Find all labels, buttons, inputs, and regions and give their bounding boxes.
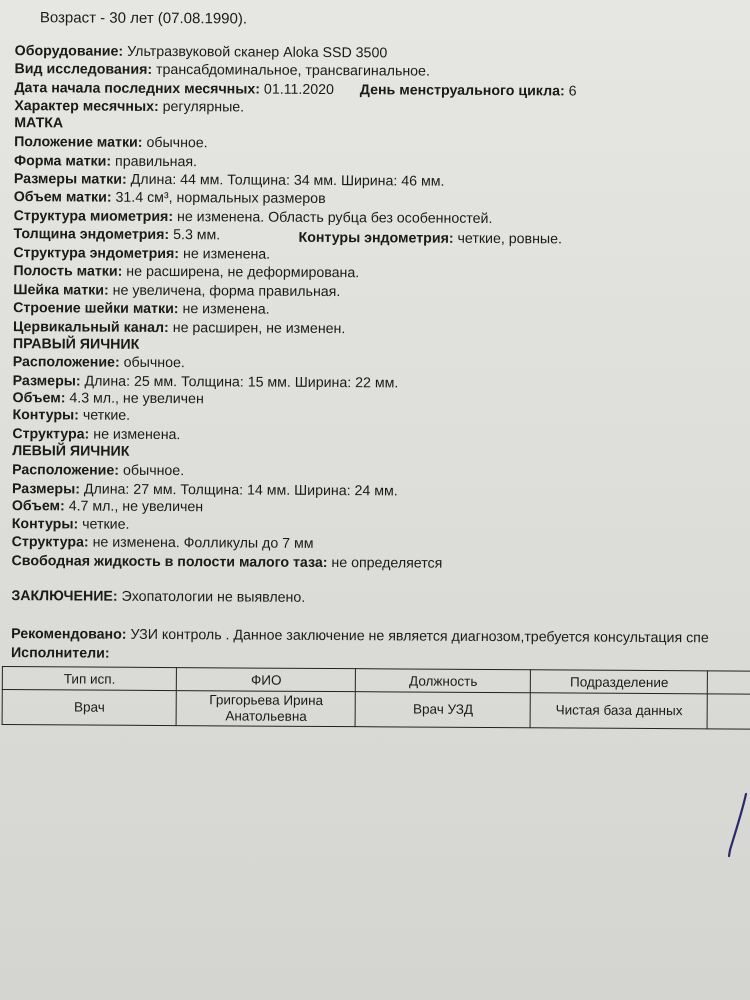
table-row [2,690,750,730]
cervix-structure-value: не изменена. [182,301,270,318]
recommendation-line [11,625,709,647]
endometrium-structure-label: Структура эндометрия: [13,245,180,263]
col-header-name: ФИО [177,668,356,692]
left-ovary-location-label: Расположение: [12,462,120,479]
equipment-line [15,42,388,62]
col-header-extra [708,671,750,694]
cell-extra [708,694,750,729]
exam-type-value: трансабдоминальное, трансвагинальное. [156,61,430,80]
uterus-shape-line [14,152,197,171]
executors-table [2,666,750,730]
right-ovary-location-label: Расположение: [12,354,120,371]
endometrium-thickness-line [14,225,221,244]
free-fluid-line [12,552,443,573]
uterus-heading: МАТКА [14,115,64,132]
conclusion-label: ЗАКЛЮЧЕНИЕ: [11,588,118,605]
uterus-shape-value: правильная. [115,153,198,171]
conclusion-line [11,587,305,607]
recommendation-label: Рекомендовано: [11,626,127,643]
endometrium-structure-value: не изменена. [182,246,271,263]
free-fluid-value: не определяется [331,555,443,572]
right-ovary-structure-value: не изменена. [93,426,181,444]
uterus-position-value: обычное. [146,134,208,152]
last-period-label: Дата начала последних месячных: [14,80,261,98]
endometrium-thickness-label: Толщина эндометрия: [13,226,170,244]
uterus-volume-line [14,188,326,208]
left-ovary-location-line [12,461,184,480]
left-ovary-contours-line [12,515,130,534]
right-ovary-size-label: Размеры: [12,373,81,390]
uterus-volume-label: Объем матки: [13,189,112,206]
myometrium-value: не изменена. Область рубца без особенностей. [176,209,493,228]
cervix-structure-line [13,299,270,319]
uterus-volume-value: 31.4 см³, нормальных размеров [115,189,326,207]
left-ovary-structure-line [12,533,314,553]
uterus-position-line [14,133,208,152]
cervix-structure-label: Строение шейки матки: [13,300,179,318]
right-ovary-heading: ПРАВЫЙ ЯИЧНИК [12,336,140,353]
endometrium-thickness-value: 5.3 мм. [173,227,221,244]
cervix-label: Шейка матки: [13,282,109,299]
cell-type: Врач [2,690,177,726]
cell-position: Врач УЗД [356,692,531,728]
cervix-value: не увеличена, форма правильная. [112,282,341,301]
patient-age: Возраст - 30 лет (07.08.1990). [39,9,248,28]
cell-name [177,691,356,727]
equipment-value: Ультразвуковой сканер Aloka SSD 3500 [127,43,388,62]
cell-name-line1: Григорьева Ирина [209,692,324,708]
right-ovary-contours-value: четкие. [82,407,131,424]
exam-type-line [15,60,430,81]
uterus-size-value: Длина: 44 мм. Толщина: 34 мм. Ширина: 46 мм. [130,171,445,190]
cell-name-line2: Анатольевна [225,708,307,724]
last-period-value: 01.11.2020 [263,81,334,99]
equipment-label: Оборудование: [14,43,124,60]
col-header-position: Должность [356,669,531,693]
left-ovary-volume-line [12,497,203,516]
left-ovary-size-label: Размеры: [11,481,80,498]
cell-department: Чистая база данных [530,693,707,729]
left-ovary-contours-value: четкие. [82,516,130,533]
pen-mark-icon [720,790,750,860]
right-ovary-location-value: обычное. [123,354,185,372]
right-ovary-contours-label: Контуры: [12,407,79,424]
col-header-type: Тип исп. [2,667,177,691]
cervical-canal-value: не расширен, не изменен. [172,320,346,338]
left-ovary-contours-label: Контуры: [11,516,79,533]
right-ovary-volume-value: 4.3 мл., не увеличен [69,390,204,408]
cavity-line [13,262,359,282]
myometrium-label: Структура миометрия: [13,208,174,226]
left-ovary-volume-label: Объем: [11,498,65,515]
endometrium-contours-value: четкие, ровные. [457,230,563,248]
cervical-canal-label: Цервикальный канал: [12,319,169,337]
exam-type-label: Вид исследования: [14,61,153,78]
left-ovary-heading: ЛЕВЫЙ ЯИЧНИК [12,443,130,460]
executors-label: Исполнители: [10,645,110,662]
conclusion-value: Эхопатологии не выявлено. [121,588,306,606]
left-ovary-volume-value: 4.7 мл., не увеличен [68,498,204,516]
cavity-value: не расширена, не деформирована. [126,263,360,282]
col-header-department: Подразделение [531,670,708,694]
right-ovary-contours-line [12,406,130,425]
cycle-day-label: День менструального цикла: [359,82,565,100]
endometrium-contours-line [298,229,562,249]
period-nature-label: Характер месячных: [14,98,159,115]
right-ovary-volume-label: Объем: [12,390,66,407]
right-ovary-size-value: Длина: 25 мм. Толщина: 15 мм. Ширина: 22 мм. [84,373,399,392]
cervix-line [13,281,340,301]
period-nature-value: регулярные. [162,98,245,116]
uterus-position-label: Положение матки: [14,134,143,151]
recommendation-value: УЗИ контроль . Данное заключение не является диагнозом,требуется консультация спе [130,626,709,647]
left-ovary-size-value: Длина: 27 мм. Толщина: 14 мм. Ширина: 24 мм. [83,481,398,500]
right-ovary-structure-label: Структура: [12,426,90,443]
left-ovary-structure-label: Структура: [11,534,89,551]
endometrium-contours-label: Контуры эндометрия: [298,229,454,247]
cycle-day-value: 6 [568,83,577,100]
left-ovary-structure-value: не изменена. Фолликулы до 7 мм [92,534,314,552]
free-fluid-label: Свободная жидкость в полости малого таза: [11,553,328,572]
right-ovary-location-line [13,353,185,372]
uterus-size-label: Размеры матки: [13,171,127,188]
cavity-label: Полость матки: [13,263,123,280]
uterus-shape-label: Форма матки: [13,153,112,170]
left-ovary-location-value: обычное. [122,462,185,480]
endometrium-structure-line [13,244,270,264]
